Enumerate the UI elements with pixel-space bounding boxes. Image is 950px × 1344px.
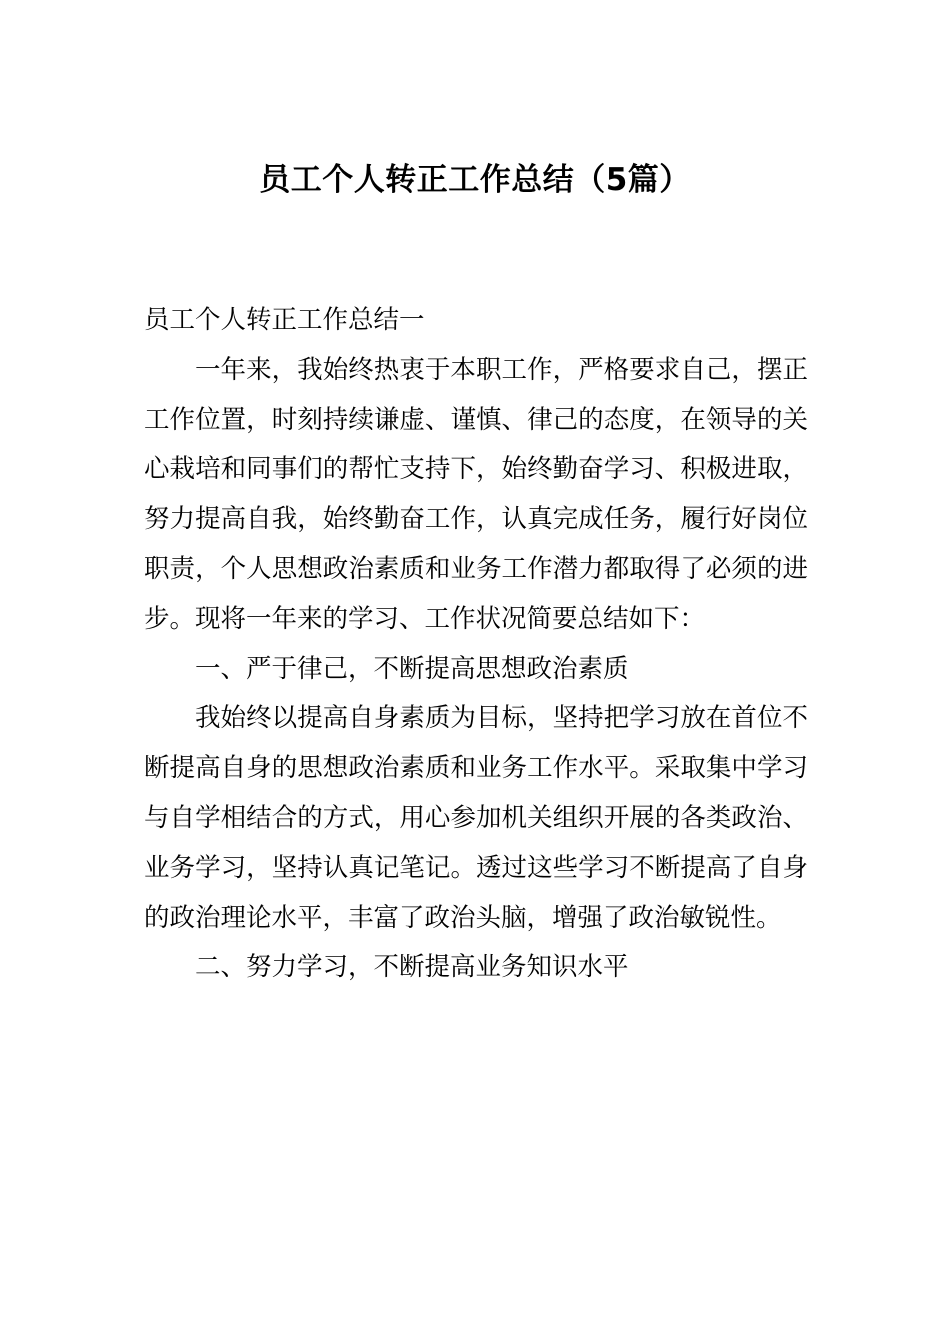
document-title: 员工个人转正工作总结（5篇）	[259, 162, 691, 198]
section-heading: 员工个人转正工作总结一	[144, 305, 425, 335]
subheading-one: 一、严于律己，不断提高思想政治素质	[195, 653, 629, 684]
paragraph-intro: 一年来，我始终热衷于本职工作，严格要求自己，摆正工作位置，时刻持续谦虚、谨慎、律己的态度，在领导的关心栽培和同事们的帮忙支持下，始终勤奋学习、积极进取，努力提高自我，始终勤奋工作，认真完成任务，履行好岗位职责，个人思想政治素质和业务工作潜力都取得了必须的进步。现将一年来的学习、工作状况简要总结如下：	[144, 354, 808, 634]
paragraph-one: 我始终以提高自身素质为目标，坚持把学习放在首位不断提高自身的思想政治素质和业务工作水平。采取集中学习与自学相结合的方式，用心参加机关组织开展的各类政治、业务学习，坚持认真记笔记。透过这些学习不断提高了自身的政治理论水平，丰富了政治头脑，增强了政治敏锐性。	[144, 703, 808, 933]
subheading-two: 二、努力学习，不断提高业务知识水平	[195, 952, 629, 983]
document-body	[144, 296, 808, 993]
